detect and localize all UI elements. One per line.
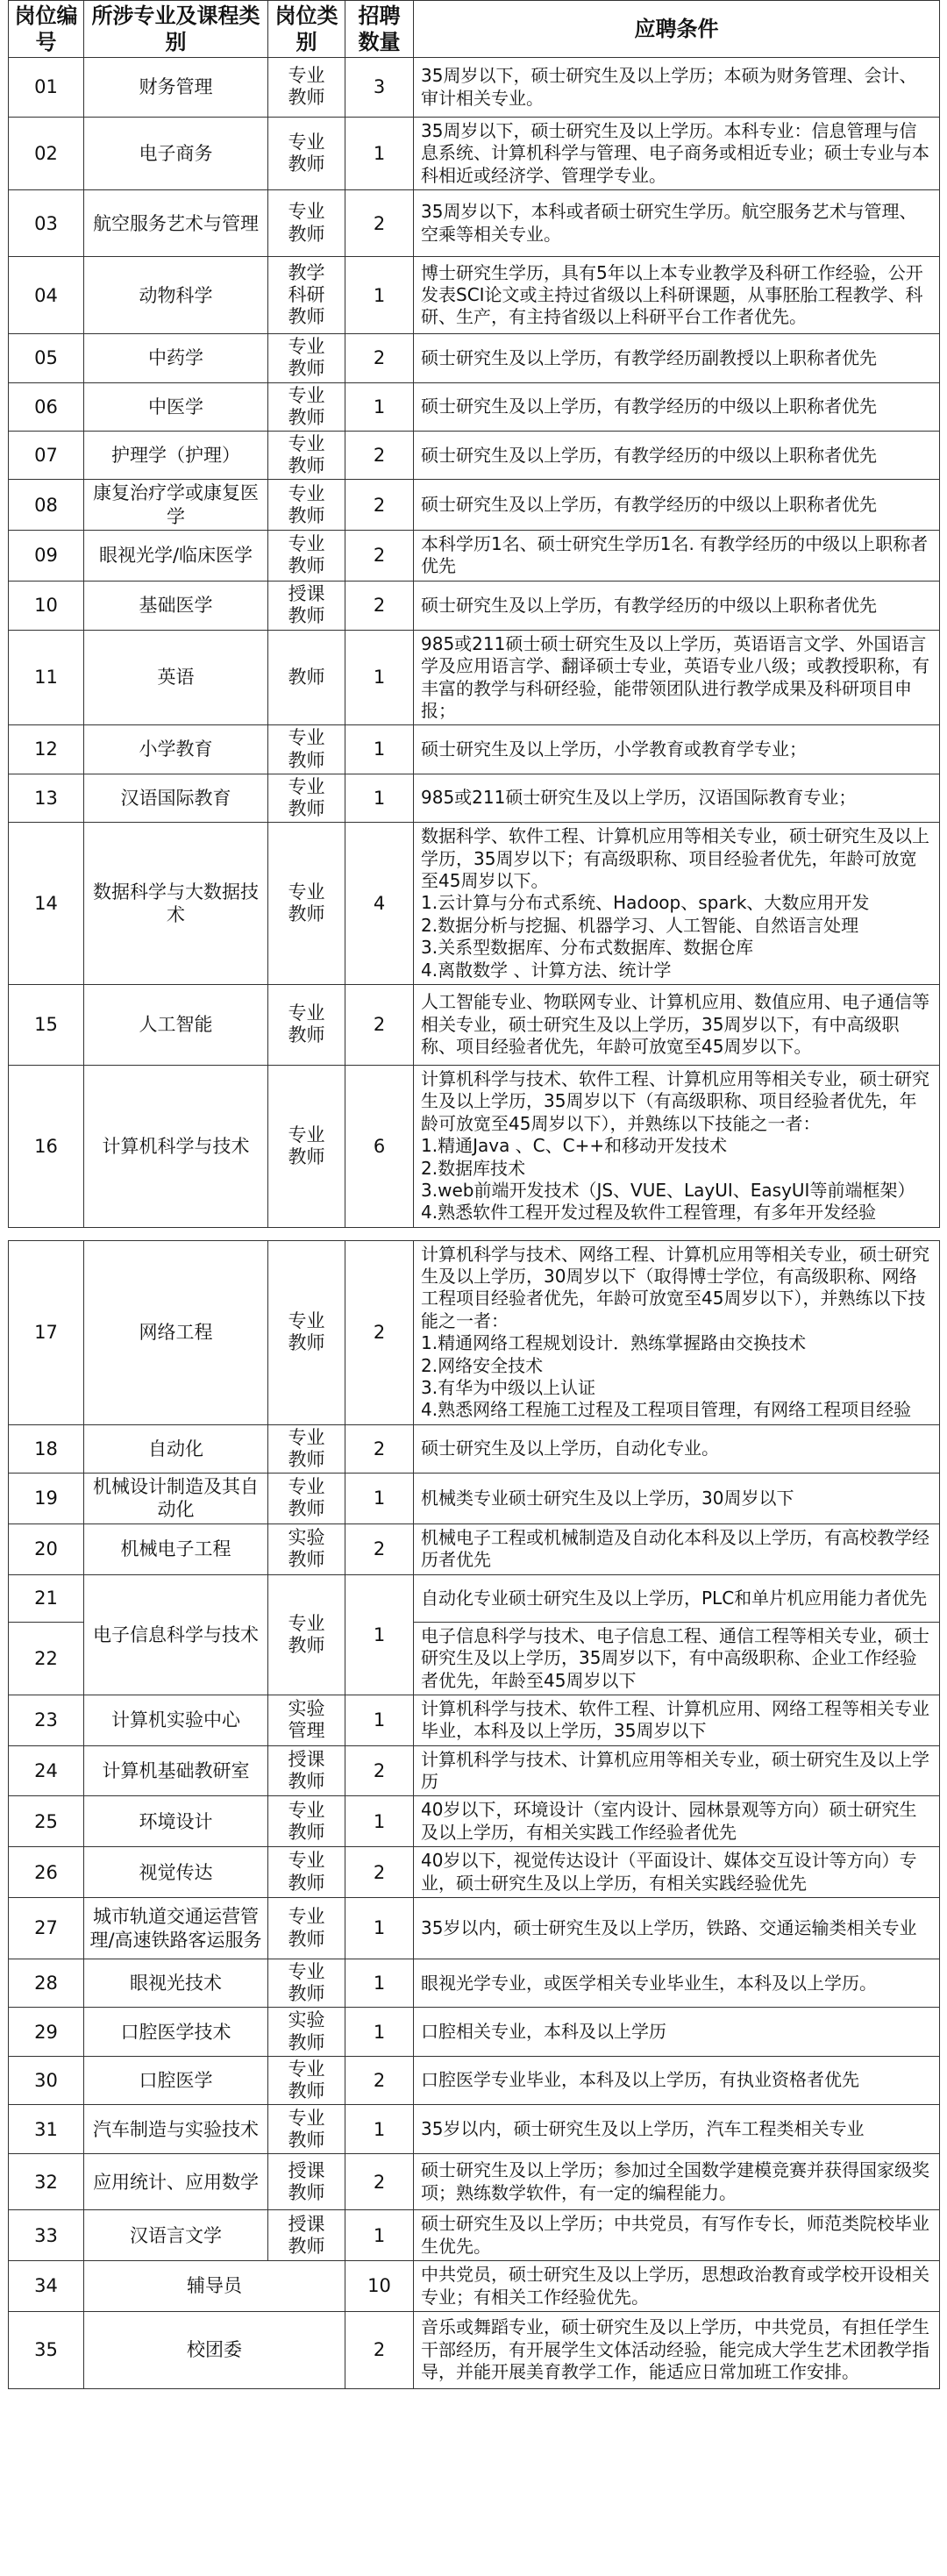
major: 动物科学 <box>84 257 268 334</box>
position-id: 03 <box>9 190 84 257</box>
quantity: 10 <box>345 2261 414 2312</box>
major: 应用统计、应用数学 <box>84 2154 268 2210</box>
position-category <box>268 58 345 118</box>
position-category-label: 专业教师 <box>288 2058 325 2102</box>
position-category <box>268 334 345 382</box>
position-category <box>268 725 345 774</box>
major: 英语 <box>84 630 268 725</box>
quantity: 1 <box>345 2105 414 2154</box>
position-category-label: 专业教师 <box>288 1799 325 1843</box>
major: 数据科学与大数据技术 <box>84 823 268 985</box>
table-page-break <box>0 1228 947 1240</box>
major: 机械设计制造及其自动化 <box>84 1474 268 1524</box>
position-category-label: 专业教师 <box>288 1426 325 1470</box>
position-id: 13 <box>9 774 84 822</box>
header-category: 岗位类别 <box>268 1 345 58</box>
position-category-label: 专业教师 <box>288 131 325 175</box>
position-category-label: 专业教师 <box>288 433 325 477</box>
conditions: 硕士研究生及以上学历，小学教育或教育学专业； <box>414 725 940 774</box>
quantity: 1 <box>345 630 414 725</box>
major: 眼视光学/临床医学 <box>84 530 268 581</box>
conditions: 985或211硕士研究生及以上学历，汉语国际教育专业； <box>414 774 940 822</box>
quantity: 2 <box>345 432 414 480</box>
table-row <box>9 1424 940 1473</box>
position-category <box>268 1474 345 1524</box>
conditions: 硕士研究生及以上学历，有教学经历的中级以上职称者优先 <box>414 432 940 480</box>
major: 视觉传达 <box>84 1847 268 1898</box>
major: 康复治疗学或康复医学 <box>84 480 268 531</box>
position-id: 16 <box>9 1065 84 1227</box>
position-category <box>268 190 345 257</box>
table-row <box>9 2261 940 2312</box>
conditions: 硕士研究生及以上学历，自动化专业。 <box>414 1424 940 1473</box>
conditions: 眼视光学专业，或医学相关专业毕业生，本科及以上学历。 <box>414 1959 940 2008</box>
position-category <box>268 480 345 531</box>
position-category-label: 专业教师 <box>288 384 325 428</box>
position-category <box>268 530 345 581</box>
conditions: 博士研究生学历，具有5年以上本专业教学及科研工作经验，公开发表SCI论文或主持过省级以上科研课题，从事胚胎工程教学、科研、生产，有主持省级以上科研平台工作者优先。 <box>414 257 940 334</box>
position-id: 05 <box>9 334 84 382</box>
quantity: 6 <box>345 1065 414 1227</box>
quantity: 2 <box>345 1240 414 1424</box>
table-row <box>9 118 940 190</box>
conditions: 电子信息科学与技术、电子信息工程、通信工程等相关专业，硕士研究生及以上学历，35周岁以下，有中高级职称、企业工作经验者优先，年龄至45周岁以下 <box>414 1622 940 1695</box>
conditions: 机械电子工程或机械制造及自动化本科及以上学历，有高校教学经历者优先 <box>414 1523 940 1574</box>
position-category-label: 专业教师 <box>288 336 325 380</box>
position-category <box>268 2154 345 2210</box>
quantity: 2 <box>345 2154 414 2210</box>
conditions: 35周岁以下，硕士研究生及以上学历。本科专业：信息管理与信息系统、计算机科学与管理、电子商务或相近专业；硕士专业与本科相近或经济学、管理学专业。 <box>414 118 940 190</box>
table-row <box>9 2105 940 2154</box>
position-category <box>268 1695 345 1745</box>
table-row <box>9 334 940 382</box>
quantity: 2 <box>345 1847 414 1898</box>
conditions: 硕士研究生及以上学历，有教学经历的中级以上职称者优先 <box>414 480 940 531</box>
position-id: 09 <box>9 530 84 581</box>
position-id: 15 <box>9 984 84 1065</box>
position-id: 31 <box>9 2105 84 2154</box>
major: 护理学（护理） <box>84 432 268 480</box>
position-id: 33 <box>9 2210 84 2261</box>
major: 电子信息科学与技术 <box>84 1574 268 1695</box>
position-category <box>268 1847 345 1898</box>
major: 汽车制造与实验技术 <box>84 2105 268 2154</box>
quantity: 1 <box>345 118 414 190</box>
position-id: 24 <box>9 1745 84 1796</box>
table-row <box>9 432 940 480</box>
quantity: 1 <box>345 1474 414 1524</box>
position-category-label: 专业教师 <box>288 775 325 819</box>
quantity: 1 <box>345 1796 414 1847</box>
major: 汉语言文学 <box>84 2210 268 2261</box>
table-row <box>9 1065 940 1227</box>
conditions: 35岁以内，硕士研究生及以上学历，汽车工程类相关专业 <box>414 2105 940 2154</box>
position-category <box>268 1523 345 1574</box>
table-row <box>9 1796 940 1847</box>
quantity: 1 <box>345 382 414 431</box>
quantity: 1 <box>345 2008 414 2056</box>
position-id: 14 <box>9 823 84 985</box>
conditions: 本科学历1名、硕士研究生学历1名. 有教学经历的中级以上职称者优先 <box>414 530 940 581</box>
table-row <box>9 1959 940 2008</box>
position-category-label: 授课教师 <box>288 583 325 627</box>
quantity: 2 <box>345 2056 414 2104</box>
position-id: 02 <box>9 118 84 190</box>
table-row <box>9 1240 940 1424</box>
conditions: 硕士研究生及以上学历，有教学经历副教授以上职称者优先 <box>414 334 940 382</box>
quantity: 2 <box>345 1745 414 1796</box>
quantity: 2 <box>345 480 414 531</box>
conditions: 口腔相关专业，本科及以上学历 <box>414 2008 940 2056</box>
major: 汉语国际教育 <box>84 774 268 822</box>
quantity: 2 <box>345 530 414 581</box>
quantity: 2 <box>345 334 414 382</box>
position-id: 34 <box>9 2261 84 2312</box>
table-row <box>9 823 940 985</box>
major: 机械电子工程 <box>84 1523 268 1574</box>
major: 中药学 <box>84 334 268 382</box>
conditions: 自动化专业硕士研究生及以上学历，PLC和单片机应用能力者优先 <box>414 1574 940 1622</box>
header-position-id: 岗位编号 <box>9 1 84 58</box>
major: 城市轨道交通运营管理/高速铁路客运服务 <box>84 1898 268 1959</box>
conditions: 985或211硕士硕士研究生及以上学历，英语语言文学、外国语言学及应用语言学、翻译硕士专业，英语专业八级；或教授职称，有丰富的教学与科研经验，能带领团队进行教学成果及科研项目申报； <box>414 630 940 725</box>
table-row <box>9 774 940 822</box>
major: 眼视光技术 <box>84 1959 268 2008</box>
conditions: 40岁以下，环境设计（室内设计、园林景观等方向）硕士研究生及以上学历，有相关实践工作经验者优先 <box>414 1796 940 1847</box>
conditions: 音乐或舞蹈专业，硕士研究生及以上学历，中共党员，有担任学生干部经历，有开展学生文体活动经验，能完成大学生艺术团教学指导，并能开展美育教学工作，能适应日常加班工作安排。 <box>414 2311 940 2388</box>
recruitment-table <box>8 0 940 1228</box>
table-row <box>9 1574 940 1622</box>
position-category <box>268 1574 345 1695</box>
position-id: 32 <box>9 2154 84 2210</box>
quantity: 3 <box>345 58 414 118</box>
table-row <box>9 58 940 118</box>
table-row <box>9 257 940 334</box>
conditions: 中共党员，硕士研究生及以上学历，思想政治教育或学校开设相关专业；有相关工作经验优先。 <box>414 2261 940 2312</box>
table-row <box>9 2210 940 2261</box>
table-row <box>9 2008 940 2056</box>
position-category <box>268 630 345 725</box>
position-id: 29 <box>9 2008 84 2056</box>
position-category <box>268 984 345 1065</box>
major: 自动化 <box>84 1424 268 1473</box>
position-category-label: 授课教师 <box>288 2213 325 2257</box>
position-id: 35 <box>9 2311 84 2388</box>
position-category <box>268 382 345 431</box>
position-category <box>268 1959 345 2008</box>
conditions: 计算机科学与技术、网络工程、计算机应用等相关专业，硕士研究生及以上学历，30周岁以下（取得博士学位，有高级职称、网络工程项目经验者优先，年龄可放宽至45周岁以下），并熟练以下技能之一者： 1.精通网络工程规划设计．熟练掌握路由交换技术 2.网络安全技术 3.有华为中级以上认证 4.熟悉网络工程施工过程及工程项目管理，有网络工程项目经验 <box>414 1240 940 1424</box>
conditions: 35岁以内，硕士研究生及以上学历，铁路、交通运输类相关专业 <box>414 1898 940 1959</box>
table-row <box>9 984 940 1065</box>
position-id: 28 <box>9 1959 84 2008</box>
quantity: 1 <box>345 774 414 822</box>
position-category <box>268 1424 345 1473</box>
major: 口腔医学 <box>84 2056 268 2104</box>
major: 基础医学 <box>84 581 268 630</box>
major: 财务管理 <box>84 58 268 118</box>
position-id: 06 <box>9 382 84 431</box>
position-category-label: 专业教师 <box>288 1476 325 1520</box>
conditions: 硕士研究生及以上学历，有教学经历的中级以上职称者优先 <box>414 581 940 630</box>
position-category <box>268 2008 345 2056</box>
conditions: 计算机科学与技术、软件工程、计算机应用等相关专业，硕士研究生及以上学历，35周岁以下（有高级职称、项目经验者优先，年龄可放宽至45周岁以下），并熟练以下技能之一者： 1.精通Java 、C、C++和移动开发技术 2.数据库技术 3.web前端开发技术（JS、VUE、LayUI、EasyUI等前端框架） 4.熟悉软件工程开发过程及软件工程管理，有多年开发经验 <box>414 1065 940 1227</box>
header-conditions: 应聘条件 <box>414 1 940 58</box>
quantity: 2 <box>345 1424 414 1473</box>
position-id: 25 <box>9 1796 84 1847</box>
conditions: 口腔医学专业毕业，本科及以上学历，有执业资格者优先 <box>414 2056 940 2104</box>
quantity: 1 <box>345 1695 414 1745</box>
position-category <box>268 118 345 190</box>
position-category <box>268 432 345 480</box>
position-category <box>268 774 345 822</box>
conditions: 计算机科学与技术、计算机应用等相关专业，硕士研究生及以上学历 <box>414 1745 940 1796</box>
position-category <box>268 2210 345 2261</box>
position-id: 01 <box>9 58 84 118</box>
conditions: 硕士研究生及以上学历，有教学经历的中级以上职称者优先 <box>414 382 940 431</box>
position-category <box>268 1065 345 1227</box>
major: 航空服务艺术与管理 <box>84 190 268 257</box>
position-category <box>268 257 345 334</box>
conditions: 计算机科学与技术、软件工程、计算机应用、网络工程等相关专业毕业，本科及以上学历，35周岁以下 <box>414 1695 940 1745</box>
table-row <box>9 1898 940 1959</box>
position-id: 26 <box>9 1847 84 1898</box>
major: 小学教育 <box>84 725 268 774</box>
position-category-label: 专业教师 <box>288 881 325 925</box>
position-id: 27 <box>9 1898 84 1959</box>
position-category <box>268 1796 345 1847</box>
conditions: 人工智能专业、物联网专业、计算机应用、数值应用、电子通信等相关专业，硕士研究生及以上学历，35周岁以下，有中高级职称、项目经验者优先，年龄可放宽至45周岁以下。 <box>414 984 940 1065</box>
quantity: 1 <box>345 725 414 774</box>
table-row <box>9 530 940 581</box>
conditions: 35周岁以下，硕士研究生及以上学历；本硕为财务管理、会计、审计相关专业。 <box>414 58 940 118</box>
table-row <box>9 2154 940 2210</box>
position-id: 19 <box>9 1474 84 1524</box>
position-category-label: 专业教师 <box>288 201 325 245</box>
table-row <box>9 1847 940 1898</box>
quantity: 2 <box>345 2311 414 2388</box>
table-row <box>9 480 940 531</box>
table-row <box>9 1523 940 1574</box>
position-category-label: 专业教师 <box>288 65 325 109</box>
position-category <box>268 581 345 630</box>
major: 辅导员 <box>84 2261 345 2312</box>
position-id: 17 <box>9 1240 84 1424</box>
position-category-label: 专业教师 <box>288 2107 325 2151</box>
recruitment-table-continued <box>8 1240 940 2389</box>
quantity: 2 <box>345 190 414 257</box>
table-row <box>9 725 940 774</box>
major: 环境设计 <box>84 1796 268 1847</box>
position-category-label: 专业教师 <box>288 482 325 526</box>
position-id: 12 <box>9 725 84 774</box>
quantity: 1 <box>345 1574 414 1695</box>
table-row <box>9 382 940 431</box>
position-category-label: 实验管理 <box>288 1698 325 1742</box>
quantity: 1 <box>345 2210 414 2261</box>
position-category-label: 教学科研教师 <box>288 261 325 328</box>
major: 人工智能 <box>84 984 268 1065</box>
conditions: 硕士研究生及以上学历；参加过全国数学建模竞赛并获得国家级奖项；熟练数学软件，有一定的编程能力。 <box>414 2154 940 2210</box>
position-category-label: 专业教师 <box>288 1310 325 1354</box>
major: 计算机科学与技术 <box>84 1065 268 1227</box>
position-id: 07 <box>9 432 84 480</box>
position-category-label: 专业教师 <box>288 1961 325 2005</box>
major: 网络工程 <box>84 1240 268 1424</box>
quantity: 1 <box>345 1898 414 1959</box>
quantity: 1 <box>345 1959 414 2008</box>
table-row <box>9 2311 940 2388</box>
position-category <box>268 1898 345 1959</box>
table-row <box>9 581 940 630</box>
position-category <box>268 2105 345 2154</box>
major: 计算机实验中心 <box>84 1695 268 1745</box>
header-quantity: 招聘数量 <box>345 1 414 58</box>
position-id: 23 <box>9 1695 84 1745</box>
conditions: 35周岁以下，本科或者硕士研究生学历。航空服务艺术与管理、空乘等相关专业。 <box>414 190 940 257</box>
position-category-label: 专业教师 <box>288 1906 325 1950</box>
position-id: 21 <box>9 1574 84 1622</box>
position-id: 11 <box>9 630 84 725</box>
conditions: 40岁以下，视觉传达设计（平面设计、媒体交互设计等方向）专业，硕士研究生及以上学历，有相关实践经验优先 <box>414 1847 940 1898</box>
position-category-label: 专业教师 <box>288 533 325 577</box>
position-category-label: 授课教师 <box>288 2159 325 2203</box>
conditions: 数据科学、软件工程、计算机应用等相关专业，硕士研究生及以上学历，35周岁以下；有高级职称、项目经验者优先，年龄可放宽至45周岁以下。 1.云计算与分布式系统、Hadoop、spark、大数应用开发 2.数据分析与挖掘、机器学习、人工智能、自然语言处理 3.关系型数据库、分布式数据库、数据仓库 4.离散数学 、计算方法、统计学 <box>414 823 940 985</box>
major: 计算机基础教研室 <box>84 1745 268 1796</box>
position-category <box>268 1240 345 1424</box>
position-category-label: 专业教师 <box>288 1124 325 1167</box>
position-category-label: 专业教师 <box>288 1612 325 1656</box>
quantity: 1 <box>345 257 414 334</box>
major: 中医学 <box>84 382 268 431</box>
position-id: 04 <box>9 257 84 334</box>
table-row <box>9 1695 940 1745</box>
position-id: 08 <box>9 480 84 531</box>
major: 口腔医学技术 <box>84 2008 268 2056</box>
conditions: 机械类专业硕士研究生及以上学历，30周岁以下 <box>414 1474 940 1524</box>
position-category <box>268 823 345 985</box>
position-id: 20 <box>9 1523 84 1574</box>
table-row <box>9 2056 940 2104</box>
quantity: 2 <box>345 984 414 1065</box>
position-id: 10 <box>9 581 84 630</box>
position-category-label: 教师 <box>288 667 325 689</box>
conditions: 硕士研究生及以上学历；中共党员，有写作专长，师范类院校毕业生优先。 <box>414 2210 940 2261</box>
position-category-label: 实验教师 <box>288 2009 325 2053</box>
position-category <box>268 2056 345 2104</box>
quantity: 2 <box>345 1523 414 1574</box>
major: 校团委 <box>84 2311 345 2388</box>
header-row <box>9 1 940 58</box>
position-category-label: 专业教师 <box>288 727 325 771</box>
position-id: 18 <box>9 1424 84 1473</box>
major: 电子商务 <box>84 118 268 190</box>
table-row <box>9 1474 940 1524</box>
header-major: 所涉专业及课程类别 <box>84 1 268 58</box>
position-category-label: 授课教师 <box>288 1748 325 1793</box>
quantity: 2 <box>345 581 414 630</box>
position-category-label: 专业教师 <box>288 1850 325 1894</box>
table-row <box>9 190 940 257</box>
table-row <box>9 630 940 725</box>
position-category-label: 实验教师 <box>288 1527 325 1571</box>
position-id: 22 <box>9 1622 84 1695</box>
position-category <box>268 1745 345 1796</box>
table-row <box>9 1745 940 1796</box>
quantity: 4 <box>345 823 414 985</box>
position-id: 30 <box>9 2056 84 2104</box>
position-category-label: 专业教师 <box>288 1003 325 1046</box>
